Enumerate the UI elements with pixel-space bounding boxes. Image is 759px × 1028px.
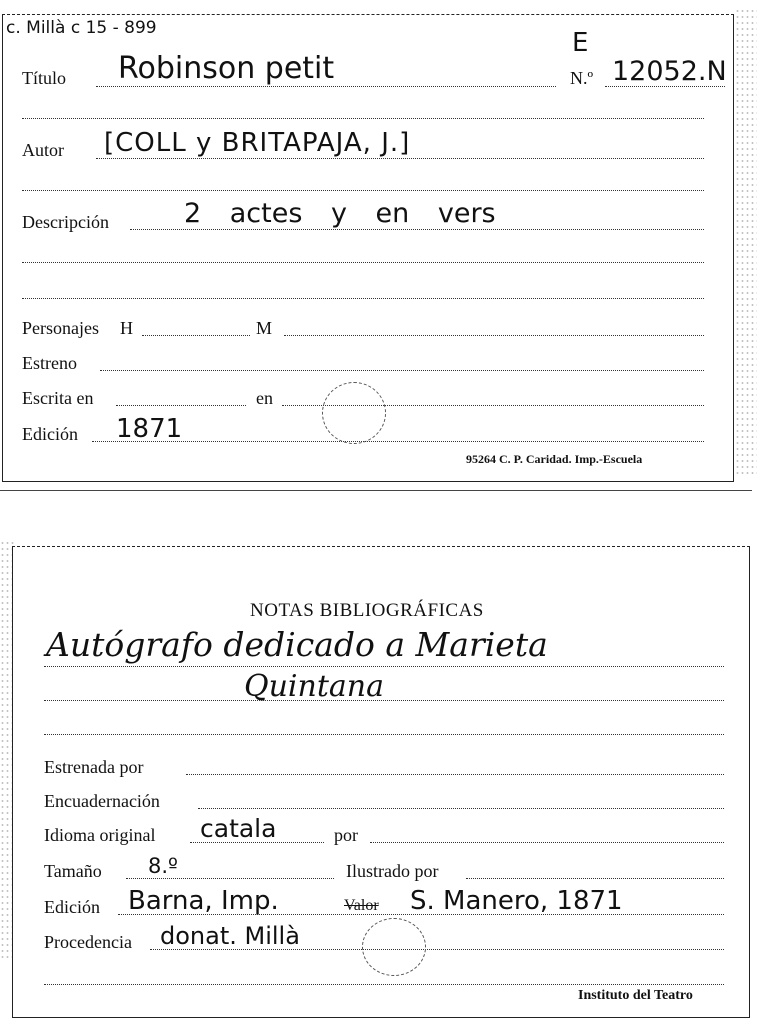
- tamano-line: [126, 878, 334, 879]
- tamano-value: 8.º: [148, 854, 178, 878]
- notes-line-1: Autógrafo dedicado a Marieta: [46, 625, 548, 664]
- scan-edge-speckle: [735, 8, 757, 478]
- autor-label: Autor: [22, 140, 64, 160]
- blind-stamp-2: [362, 918, 426, 976]
- estreno-label: Estreno: [22, 353, 77, 373]
- notes-line-2: Quintana: [244, 669, 384, 704]
- ilustrado-label: Ilustrado por: [346, 861, 439, 881]
- notas-heading: NOTAS BIBLIOGRÁFICAS: [250, 600, 484, 621]
- numero-value: 12052.N: [612, 56, 727, 87]
- edicion-line: [92, 441, 704, 442]
- ilustrado-line: [466, 878, 724, 879]
- descripcion-label: Descripción: [22, 212, 109, 232]
- escrita-label: Escrita en: [22, 388, 94, 408]
- edicion-label: Edición: [22, 424, 78, 444]
- procedencia-label: Procedencia: [44, 932, 132, 952]
- idioma-label: Idioma original: [44, 825, 156, 845]
- corner-note: c. Millà c 15 - 899: [6, 18, 157, 38]
- institution-name: Instituto del Teatro: [578, 988, 693, 1003]
- procedencia-extra-line: [44, 984, 724, 985]
- edicion2-value-b: S. Manero, 1871: [410, 886, 623, 916]
- descripcion-value: 2 actes y en vers: [184, 198, 496, 229]
- edicion2-strike: Valor: [344, 897, 379, 914]
- personajes-label: Personajes: [22, 318, 99, 338]
- estrenada-label: Estrenada por: [44, 757, 144, 777]
- escrita-line: [116, 405, 246, 406]
- autor-line: [96, 158, 704, 159]
- card-separator: [0, 490, 752, 491]
- procedencia-value: donat. Millà: [160, 922, 300, 950]
- por-line: [370, 842, 724, 843]
- edicion2-label: Edición: [44, 897, 100, 917]
- printer-note: 95264 C. P. Caridad. Imp.-Escuela: [466, 452, 643, 466]
- encuadernacion-line: [198, 808, 724, 809]
- corner-letter: E: [572, 28, 589, 58]
- encuadernacion-label: Encuadernación: [44, 791, 160, 811]
- tamano-label: Tamaño: [44, 861, 102, 881]
- descripcion-extra-line-1: [22, 262, 704, 263]
- m-label: M: [256, 318, 273, 338]
- notes-rule-3: [44, 734, 724, 735]
- descripcion-extra-line-2: [22, 298, 704, 299]
- edicion-value: 1871: [116, 414, 183, 444]
- titulo-extra-line: [22, 118, 704, 119]
- notes-rule-2: [44, 700, 724, 701]
- notes-rule-1: [44, 666, 724, 667]
- en-label: en: [256, 388, 273, 408]
- idioma-value: catala: [200, 814, 277, 843]
- estrenada-line: [186, 774, 724, 775]
- numero-label: N.º: [570, 68, 594, 88]
- blind-stamp: [322, 382, 386, 444]
- autor-value: [COLL y BRITAPAJA, J.]: [104, 128, 411, 158]
- edicion2-value-a: Barna, Imp.: [128, 886, 279, 916]
- h-line: [142, 335, 250, 336]
- estreno-line: [100, 370, 704, 371]
- por-label: por: [334, 825, 358, 845]
- titulo-line: [96, 86, 556, 87]
- h-label: H: [120, 318, 133, 338]
- autor-extra-line: [22, 190, 704, 191]
- descripcion-line: [130, 229, 704, 230]
- m-line: [284, 335, 704, 336]
- titulo-label: Título: [22, 68, 66, 88]
- titulo-value: Robinson petit: [118, 51, 335, 86]
